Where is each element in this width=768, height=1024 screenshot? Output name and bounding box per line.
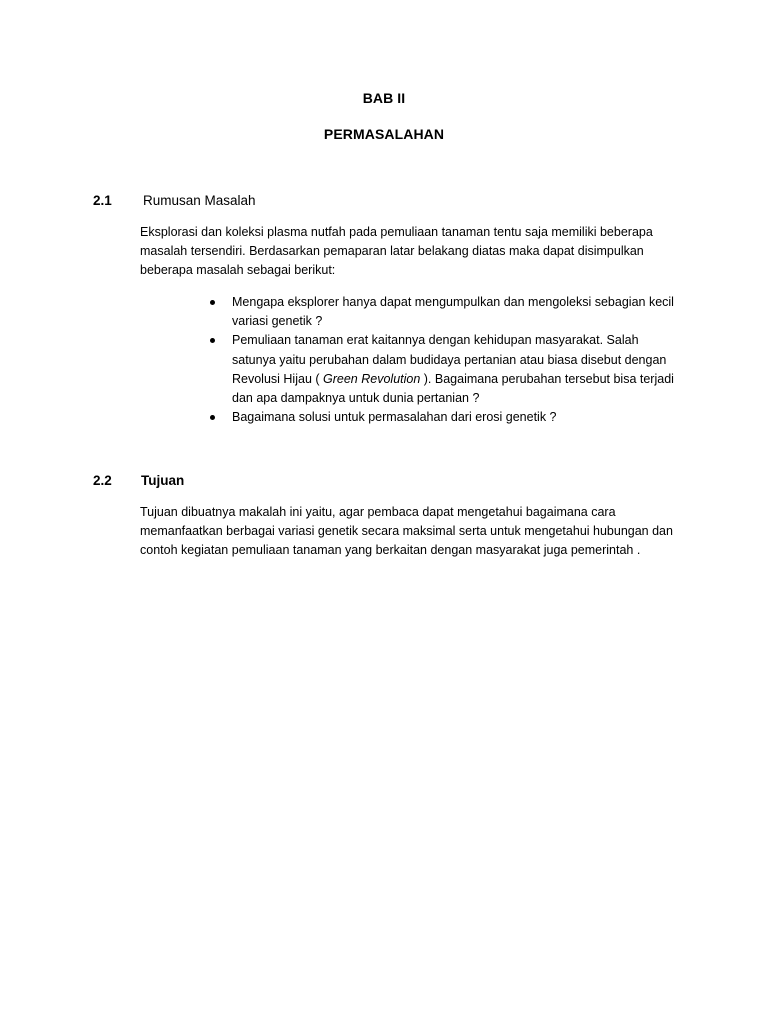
section-heading-rumusan-masalah: [93, 192, 256, 210]
section-title: Rumusan Masalah: [143, 193, 256, 208]
list-item-text-before: Pemuliaan tanaman erat kaitannya dengan kehidupan masyarakat. Salah satunya yaitu perubahan dalam budidaya pertanian atau biasa disebut dengan Revolusi Hijau (: [232, 333, 667, 386]
list-item-text-after: ). Bagaimana perubahan tersebut bisa terjadi dan apa dampaknya untuk dunia pertanian ?: [232, 371, 674, 406]
problem-list: [208, 293, 678, 427]
section-number: 2.2: [93, 473, 112, 488]
section-number: 2.1: [93, 193, 112, 208]
list-item-text: Bagaimana solusi untuk permasalahan dari erosi genetik ?: [232, 410, 557, 425]
section-heading-tujuan: [93, 472, 184, 490]
list-item: [208, 331, 678, 408]
section-paragraph-tujuan: Tujuan dibuatnya makalah ini yaitu, agar pembaca dapat mengetahui bagaimana cara memanfaatkan berbagai variasi genetik secara maksimal serta untuk mengetahui hubungan dan contoh kegiatan pemuliaan tanaman yang berkaitan dengan masyarakat juga pemerintah .: [140, 505, 673, 558]
list-item: [208, 408, 678, 427]
chapter-title: PERMASALAHAN: [323, 126, 445, 142]
list-item: [208, 293, 678, 331]
list-item-italic-term: Green Revolution: [323, 371, 421, 386]
chapter-number: BAB II: [362, 90, 406, 106]
bullet-icon: [210, 300, 215, 305]
list-item-text: Mengapa eksplorer hanya dapat mengumpulkan dan mengoleksi sebagian kecil variasi genetik ?: [232, 295, 674, 329]
bullet-icon: [210, 338, 215, 343]
bullet-icon: [210, 415, 215, 420]
section-paragraph-rumusan-masalah: Eksplorasi dan koleksi plasma nutfah pada pemuliaan tanaman tentu saja memiliki beberapa masalah tersendiri. Berdasarkan pemaparan latar belakang diatas maka dapat disimpulkan beberapa masalah sebagai berikut:: [140, 225, 653, 278]
section-title: Tujuan: [141, 473, 185, 488]
